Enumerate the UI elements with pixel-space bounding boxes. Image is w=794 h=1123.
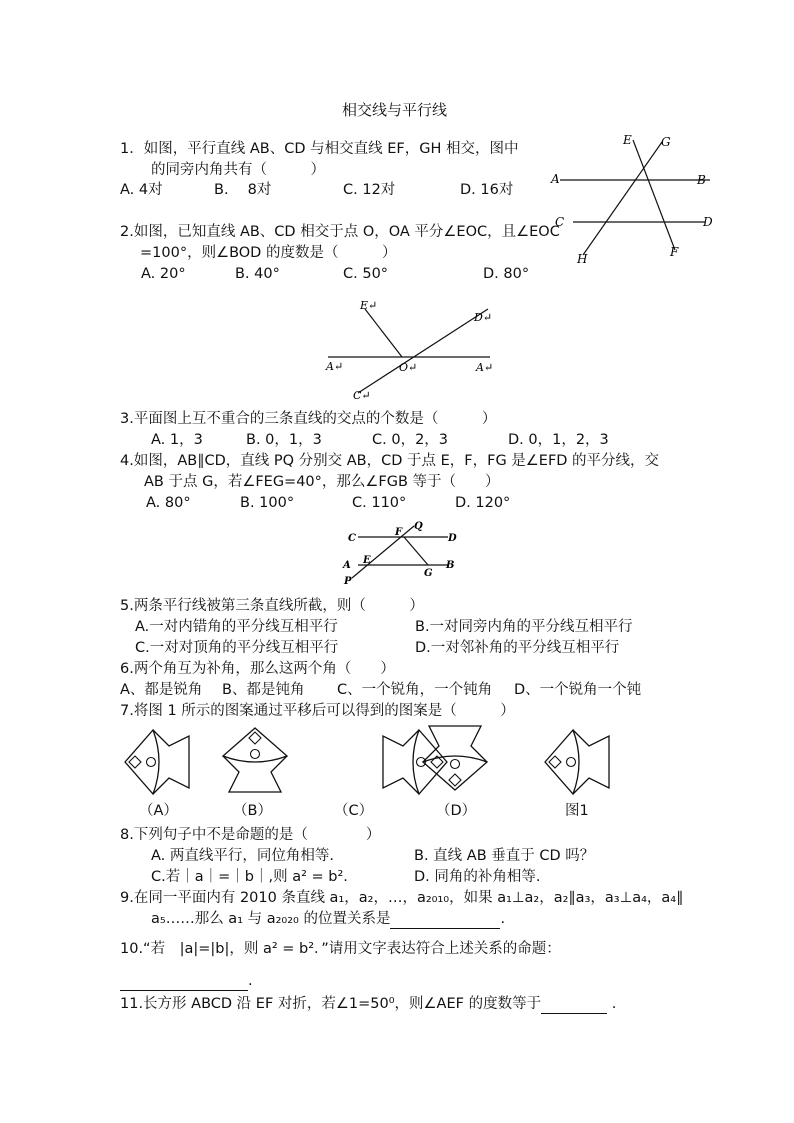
label-e: E↵ (360, 299, 378, 312)
pattern-figure1-icon (545, 730, 609, 794)
q6-option-d: D、一个锐角一个钝 (514, 682, 642, 698)
caption-c: （C） (334, 803, 374, 819)
question-2-stem-cont: =100°，则∠BOD 的度数是（ ） (140, 245, 397, 261)
question-4-stem: 4.如图，AB∥CD，直线 PQ 分别交 AB，CD 于点 E，F，FG 是∠EFD 的平分线，交 (120, 453, 660, 469)
q1-option-b: B. 8对 (214, 182, 272, 198)
label-o: O↵ (399, 361, 418, 374)
q5-option-d: D.一对邻补角的平分线互相平行 (415, 640, 620, 656)
pattern-a-icon (125, 730, 189, 794)
label-f: F (670, 245, 679, 259)
label-f: F (395, 527, 403, 538)
q8-option-b: B. 直线 AB 垂直于 CD 吗？ (414, 848, 595, 864)
q11-answer-blank[interactable] (541, 999, 607, 1014)
question-5-stem: 5.两条平行线被第三条直线所截，则（ ） (120, 598, 424, 614)
label-a-right: A↵ (476, 361, 494, 374)
ray-oe (365, 309, 402, 357)
caption-a: （A） (139, 803, 178, 819)
label-b: B (697, 173, 706, 187)
q5-option-c: C.一对对顶角的平分线互相平行 (135, 640, 339, 656)
label-h: H (577, 252, 588, 266)
question-9-stem-cont: a₅……那么 a₁ 与 a₂₀₂₀ 的位置关系是 . (151, 911, 506, 927)
question-4-stem-cont: AB 于点 G，若∠FEG=40°，那么∠FGB 等于（ ） (144, 474, 500, 490)
line-cd (358, 309, 488, 393)
q1-option-d: D. 16对 (460, 182, 514, 198)
caption-d: （D） (436, 803, 477, 819)
q3-option-c: C. 0，2，3 (372, 432, 449, 448)
label-g: G (661, 135, 671, 149)
question-10-answer-line (120, 972, 253, 991)
label-b: B (446, 560, 455, 571)
q2-figure (320, 295, 510, 405)
q3-option-d: D. 0，1，2，3 (508, 432, 609, 448)
question-3-stem: 3.平面图上互不重合的三条直线的交点的个数是（ ） (120, 411, 497, 427)
label-a: A (343, 560, 351, 571)
q5-option-b: B.一对同旁内角的平分线互相平行 (415, 619, 633, 635)
caption-b: （B） (233, 803, 272, 819)
question-7-stem: 7.将图 1 所示的图案通过平移后可以得到的图案是（ ） (120, 703, 515, 719)
segment-fg (404, 537, 428, 565)
pattern-c-icon (383, 730, 447, 794)
q2-option-b: B. 40° (235, 266, 280, 282)
question-9-stem: 9.在同一平面内有 2010 条直线 a₁，a₂，…，a₂₀₁₀，如果 a₁⊥a₂，a₂∥a₃，a₃⊥a₄，a₄∥ (120, 890, 684, 906)
q6-option-b: B、都是钝角 (222, 682, 305, 698)
q8-option-c: C.若｜a｜=｜b｜,则 a² = b². (151, 869, 348, 885)
q9-answer-blank[interactable] (390, 914, 500, 929)
q3-option-a: A. 1，3 (151, 432, 203, 448)
label-d: D (448, 533, 457, 544)
question-1-stem-cont: 的同旁内角共有（ ） (151, 162, 325, 178)
question-10-stem: 10.“若 |a|=|b|，则 a² = b²．”请用文字表达符合上述关系的命题： (120, 941, 561, 957)
line-ef (633, 140, 675, 250)
question-1-stem: 1．如图，平行直线 AB、CD 与相交直线 EF，GH 相交，图中 (120, 141, 519, 157)
question-11-stem (120, 995, 616, 1014)
q3-option-b: B. 0，1，3 (246, 432, 322, 448)
q5-option-a: A.一对内错角的平分线互相平行 (135, 619, 338, 635)
q7-figures (115, 722, 615, 804)
q10-answer-blank[interactable] (120, 976, 248, 991)
line-gh (583, 142, 662, 255)
question-6-stem: 6.两个角互为补角，那么这两个角（ ） (120, 661, 395, 677)
q4-option-d: D. 120° (455, 495, 511, 511)
label-c: C (348, 533, 356, 544)
label-p: P (344, 576, 352, 587)
q6-option-a: A、都是锐角 (120, 682, 203, 698)
pattern-d-icon (423, 726, 487, 790)
question-2-stem: 2.如图，已知直线 AB、CD 相交于点 O，OA 平分∠EOC，且∠EOC (120, 224, 560, 240)
label-e: E (363, 555, 371, 566)
label-d: D↵ (474, 311, 493, 324)
label-e: E (623, 133, 632, 147)
label-d: D (703, 215, 713, 229)
q2-option-d: D. 80° (483, 266, 530, 282)
q1-option-a: A. 4对 (120, 182, 163, 198)
q11-period: . (611, 996, 617, 1012)
q9-text: a₅……那么 a₁ 与 a₂₀₂₀ 的位置关系是 (151, 911, 391, 927)
question-8-stem: 8.下列句子中不是命题的是（ ） (120, 827, 381, 843)
label-g: G (424, 568, 433, 579)
q8-option-a: A. 两直线平行，同位角相等. (151, 848, 334, 864)
q4-figure (338, 518, 463, 588)
label-q: Q (414, 521, 423, 532)
q10-period: . (248, 973, 253, 989)
q1-figure (545, 130, 720, 270)
q8-option-d: D. 同角的补角相等. (414, 869, 541, 885)
q2-option-a: A. 20° (141, 266, 186, 282)
q4-option-b: B. 100° (240, 495, 295, 511)
pattern-b-icon (223, 728, 287, 792)
caption-figure-1: 图1 (565, 803, 589, 819)
q6-option-c: C、一个锐角，一个钝角 (337, 682, 493, 698)
q11-text: 11.长方形 ABCD 沿 EF 对折，若∠1=50⁰，则∠AEF 的度数等于 (120, 996, 542, 1012)
label-a-left: A↵ (326, 360, 344, 373)
q1-option-c: C. 12对 (343, 182, 396, 198)
line-pq (352, 526, 414, 578)
q2-option-c: C. 50° (343, 266, 389, 282)
q4-option-a: A. 80° (146, 495, 191, 511)
page-title: 相交线与平行线 (342, 101, 448, 119)
label-c: C↵ (353, 389, 371, 402)
label-a: A (551, 172, 560, 186)
label-c: C (555, 215, 565, 229)
q4-option-c: C. 110° (352, 495, 407, 511)
